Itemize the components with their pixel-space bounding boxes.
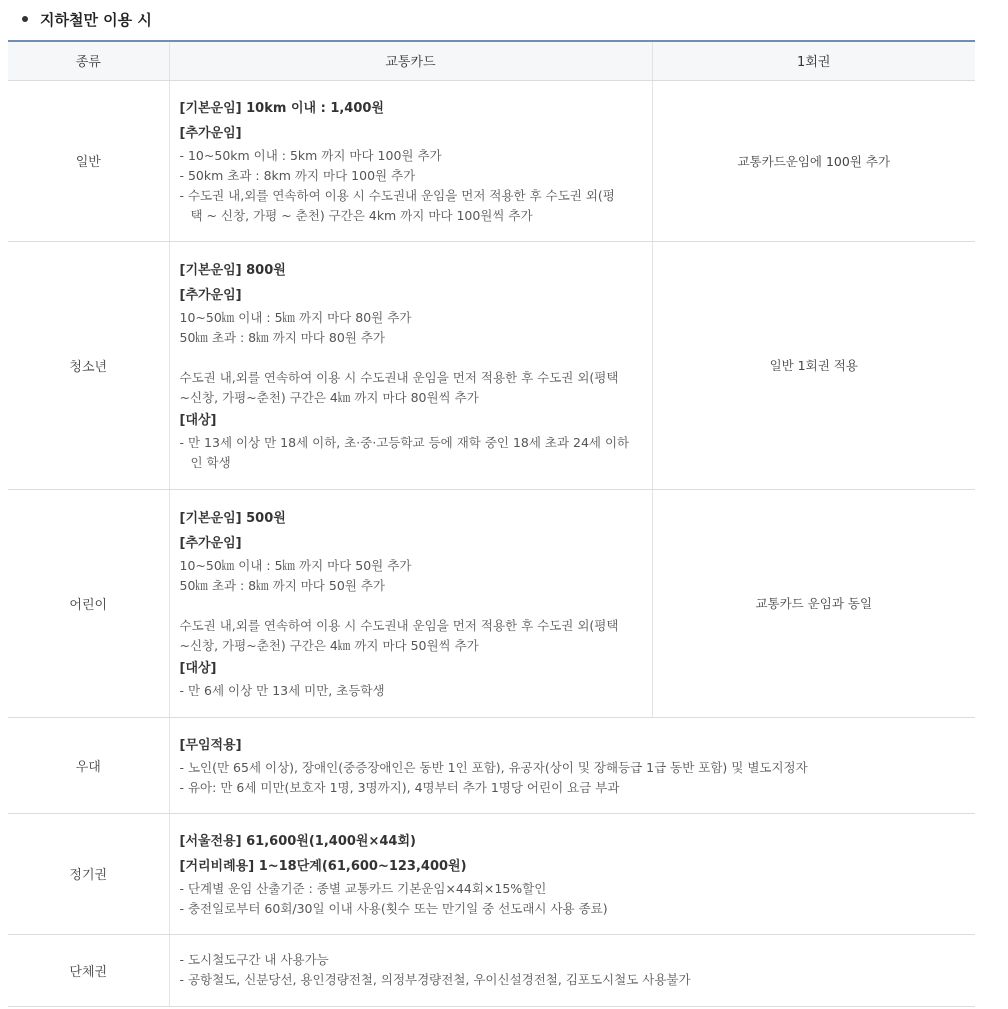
row-kind-label: 일반 [8,80,169,241]
transport-card-fare-cell [169,489,652,717]
section-title [18,7,152,31]
fare-line: 10~50㎞ 이내 : 5㎞ 까지 마다 50원 추가 [179,557,412,573]
bullet-icon [22,16,28,22]
header-single-ticket: 1회권 [652,41,975,80]
fare-heading: [대상] [179,412,217,428]
row-kind-label: 정기권 [8,813,169,934]
row-kind-label: 청소년 [8,241,169,489]
fare-heading: [거리비례용] 1~18단계(61,600~123,400원) [179,858,467,874]
fare-line: - 유아: 만 6세 미만(보호자 1명, 3명까지), 4명부터 추가 1명당 어린이 요금 부과 [179,779,620,795]
single-ticket-fare-cell: 일반 1회권 적용 [652,241,975,489]
fare-line: - 단계별 운임 산출기준 : 종별 교통카드 기본운임×44회×15%할인 [179,880,547,896]
transport-card-fare-cell [169,717,975,813]
fare-line: - 도시철도구간 내 사용가능 [179,952,329,967]
fare-heading: [추가운임] [179,125,242,141]
fare-line: - 충전일로부터 60회/30일 이내 사용(횟수 또는 만기일 중 선도래시 사용 종료) [179,900,608,916]
spacer [180,596,642,616]
table-header-row [8,41,975,80]
fare-line: - 노인(만 65세 이상), 장애인(중증장애인은 동반 1인 포함), 유공자(상이 및 장해등급 1급 동반 포함) 및 별도지정자 [179,759,808,775]
fare-heading: [기본운임] 10km 이내 : 1,400원 [179,100,384,116]
transport-card-fare-cell [169,934,975,1006]
fare-heading: [기본운임] 500원 [179,510,286,526]
header-transport-card: 교통카드 [169,41,652,80]
row-kind-label: 단체권 [8,934,169,1006]
single-ticket-fare-cell: 교통카드 운임과 동일 [652,489,975,717]
section-title-text: 지하철만 이용 시 [40,10,152,29]
fare-line: - 공항철도, 신분당선, 용인경량전철, 의정부경량전철, 우이신설경전철, 김포도시철도 사용불가 [179,972,691,987]
fare-line: - 50km 초과 : 8km 까지 마다 100원 추가 [179,167,416,183]
fare-line: - 10~50km 이내 : 5km 까지 마다 100원 추가 [179,147,442,163]
fare-heading: [무임적용] [179,737,242,753]
table-row-group-ticket [8,934,975,1006]
fare-line: 택 ~ 신창, 가평 ~ 춘천) 구간은 4km 까지 마다 100원씩 추가 [190,207,533,223]
fare-heading: [추가운임] [179,535,242,551]
row-kind-label: 어린이 [8,489,169,717]
table-row-general [8,80,975,241]
header-kind: 종류 [8,41,169,80]
fare-line: - 수도권 내,외를 연속하여 이용 시 수도권내 운임을 먼저 적용한 후 수도권 외(평 [179,187,615,203]
fare-line: 10~50㎞ 이내 : 5㎞ 까지 마다 80원 추가 [179,309,412,325]
table-row-commuter-pass [8,813,975,934]
fare-heading: [서울전용] 61,600원(1,400원×44회) [179,833,416,849]
fare-line: ~신창, 가평~춘천) 구간은 4㎞ 까지 마다 50원씩 추가 [179,637,479,653]
fare-line: 50㎞ 초과 : 8㎞ 까지 마다 50원 추가 [179,577,385,593]
transport-card-fare-cell [169,80,652,241]
fare-line: 수도권 내,외를 연속하여 이용 시 수도권내 운임을 먼저 적용한 후 수도권 외(평택 [179,369,619,385]
fare-line: 수도권 내,외를 연속하여 이용 시 수도권내 운임을 먼저 적용한 후 수도권 외(평택 [179,617,619,633]
fare-line: ~신창, 가평~춘천) 구간은 4㎞ 까지 마다 80원씩 추가 [179,389,479,405]
table-row-youth [8,241,975,489]
fare-line: 인 학생 [190,454,231,470]
fare-table [8,40,975,1007]
fare-line: - 만 13세 이상 만 18세 이하, 초·중·고등학교 등에 재학 중인 18세 초과 24세 이하 [179,434,630,450]
fare-heading: [기본운임] 800원 [179,262,286,278]
table-row-child [8,489,975,717]
spacer [180,348,642,368]
table-row-preferential [8,717,975,813]
transport-card-fare-cell [169,813,975,934]
row-kind-label: 우대 [8,717,169,813]
fare-line: - 만 6세 이상 만 13세 미만, 초등학생 [179,682,385,698]
single-ticket-fare-cell: 교통카드운임에 100원 추가 [652,80,975,241]
fare-heading: [대상] [179,660,217,676]
fare-heading: [추가운임] [179,287,242,303]
transport-card-fare-cell [169,241,652,489]
fare-line: 50㎞ 초과 : 8㎞ 까지 마다 80원 추가 [179,329,385,345]
